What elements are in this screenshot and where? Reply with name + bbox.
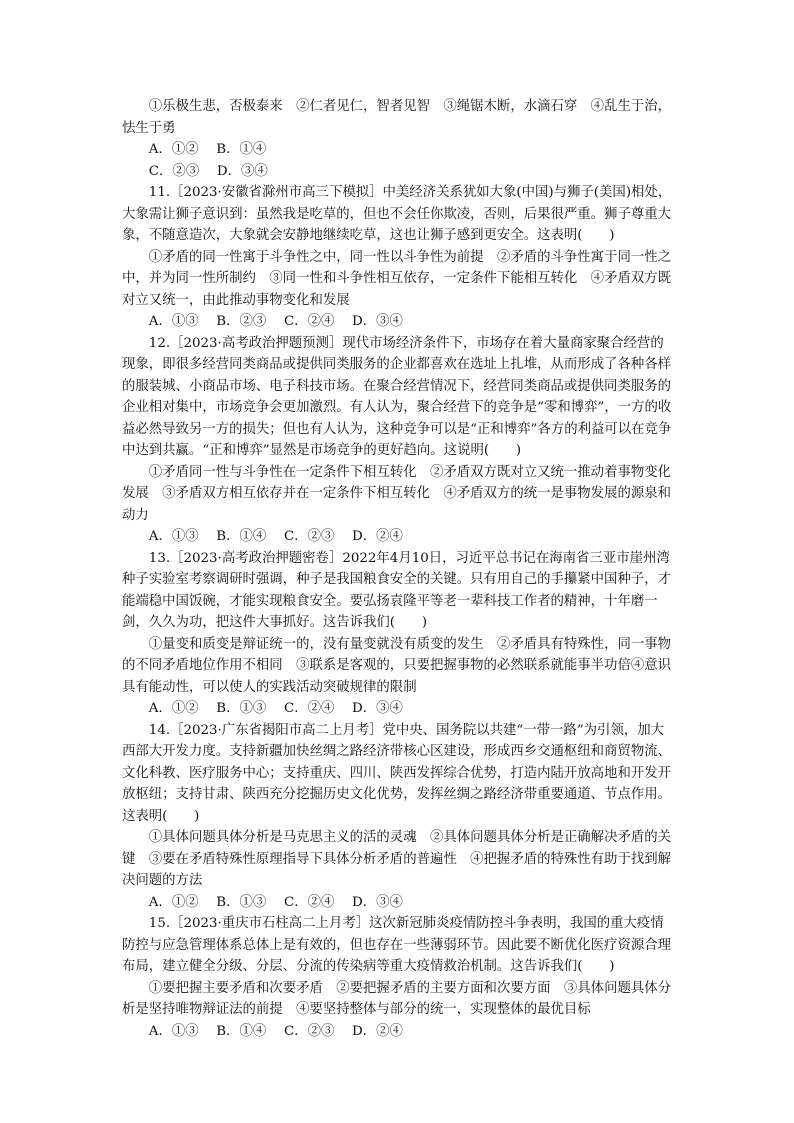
q12-stem: 12.［2023·高考政治押题预测］现代市场经济条件下，市场存在着大量商家聚合经营的现象，即很多经营同类商品或提供同类服务的企业都喜欢在选址上扎堆，从而形成了各种各样的服装城、小商品市场、电子科技市场。在聚合经营情况下，经营同类商品或提供同类服务的企业相对集中，市场竞争会更加激烈。有人认为，聚合经营下的竞争是“零和博弈”，一方的收益必然导致另一方的损失；但也有人认为，这种竞争可以是“正和博弈”各方的利益可以在竞争中达到共赢。“正和博弈”显然是市场竞争的更好趋向。这说明( ) <box>122 335 672 458</box>
q10-options-row2: C．②③ D．③④ <box>148 163 268 179</box>
q12-options: A．①③ B．①④ C．②③ D．②④ <box>148 529 403 544</box>
q14-stem: 14.［2023·广东省揭阳市高二上月考］党中央、国务院以共建“一带一路”为引领，加大西部大开发力度。支持新疆加快丝绸之路经济带核心区建设，形成西乡交通枢纽和商贸物流、文化科教、医疗服务中心；支持重庆、四川、陕西发挥综合优势，打造内陆开放高地和开发开放枢纽；支持甘肃、陕西充分挖掘历史文化优势，发挥丝绸之路经济带重要通道、节点作用。这表明( ) <box>122 722 672 824</box>
q12-statements: ①矛盾同一性与斗争性在一定条件下相互转化 ②矛盾双方既对立又统一推动着事物变化发展 ③矛盾双方相互依存并在一定条件下相互转化 ④矛盾双方的统一是事物发展的源泉和动力 <box>122 464 672 523</box>
q11-options: A．①③ B．②③ C．②④ D．③④ <box>148 314 403 329</box>
q14-options: A．①② B．①③ C．②④ D．③④ <box>148 894 403 910</box>
q15-statements: ①要把握主要矛盾和次要矛盾 ②要把握矛盾的主要方面和次要方面 ③具体问题具体分析是坚持唯物辩证法的前提 ④要坚持整体与部分的统一，实现整体的最优目标 <box>122 980 672 1017</box>
q13-statements: ①量变和质变是辩证统一的，没有量变就没有质变的发生 ②矛盾具有特殊性，同一事物的不同矛盾地位作用不相同 ③联系是客观的，只要把握事物的必然联系就能事半功倍④意识具有能动性，可以使人的实践活动突破规律的限制 <box>122 636 672 695</box>
q15-stem: 15.［2023·重庆市石柱高二上月考］这次新冠肺炎疫情防控斗争表明，我国的重大疫情防控与应急管理体系总体上是有效的，但也存在一些薄弱环节。因此要不断优化医疗资源合理布局，建立健全分级、分层、分流的传染病等重大疫情救治机制。这告诉我们( ) <box>122 916 672 974</box>
document-page <box>122 96 674 1042</box>
q11-stem: 11.［2023·安徽省滁州市高三下模拟］中美经济关系犹如大象(中国)与狮子(美国)相处，大象需让狮子意识到：虽然我是吃草的，但也不会任你欺凌，否则，后果很严重。狮子尊重大象，不随意造次，大象就会安静地继续吃草，这也让狮子感到更安全。这表明( ) <box>122 185 672 243</box>
q11-statements: ①矛盾的同一性寓于斗争性之中，同一性以斗争性为前提 ②矛盾的斗争性寓于同一性之中，并为同一性所制约 ③同一性和斗争性相互依存，一定条件下能相互转化 ④矛盾双方既对立又统一，由此推动事物变化和发展 <box>122 249 672 308</box>
q13-options: A．①② B．①③ C．②④ D．③④ <box>148 701 403 716</box>
q10-options-row1: A．①② B．①④ <box>148 142 267 157</box>
q15-options: A．①③ B．①④ C．②③ D．②④ <box>148 1023 403 1039</box>
q10-statements: ①乐极生悲，否极泰来 ②仁者见仁，智者见智 ③绳锯木断，水滴石穿 ④乱生于治，怯生于勇 <box>122 99 672 136</box>
q13-stem: 13.［2023·高考政治押题密卷］2022年4月10日，习近平总书记在海南省三亚市崖州湾种子实验室考察调研时强调，种子是我国粮食安全的关键。只有用自己的手攥紧中国种子，才能端稳中国饭碗，才能实现粮食安全。要弘扬袁隆平等老一辈科技工作者的精神，十年磨一剑，久久为功，把这件大事抓好。这告诉我们( ) <box>122 550 672 630</box>
q14-statements: ①具体问题具体分析是马克思主义的活的灵魂 ②具体问题具体分析是正确解决矛盾的关键 ③要在矛盾特殊性原理指导下具体分析矛盾的普遍性 ④把握矛盾的特殊性有助于找到解决问题的方法 <box>122 830 672 888</box>
